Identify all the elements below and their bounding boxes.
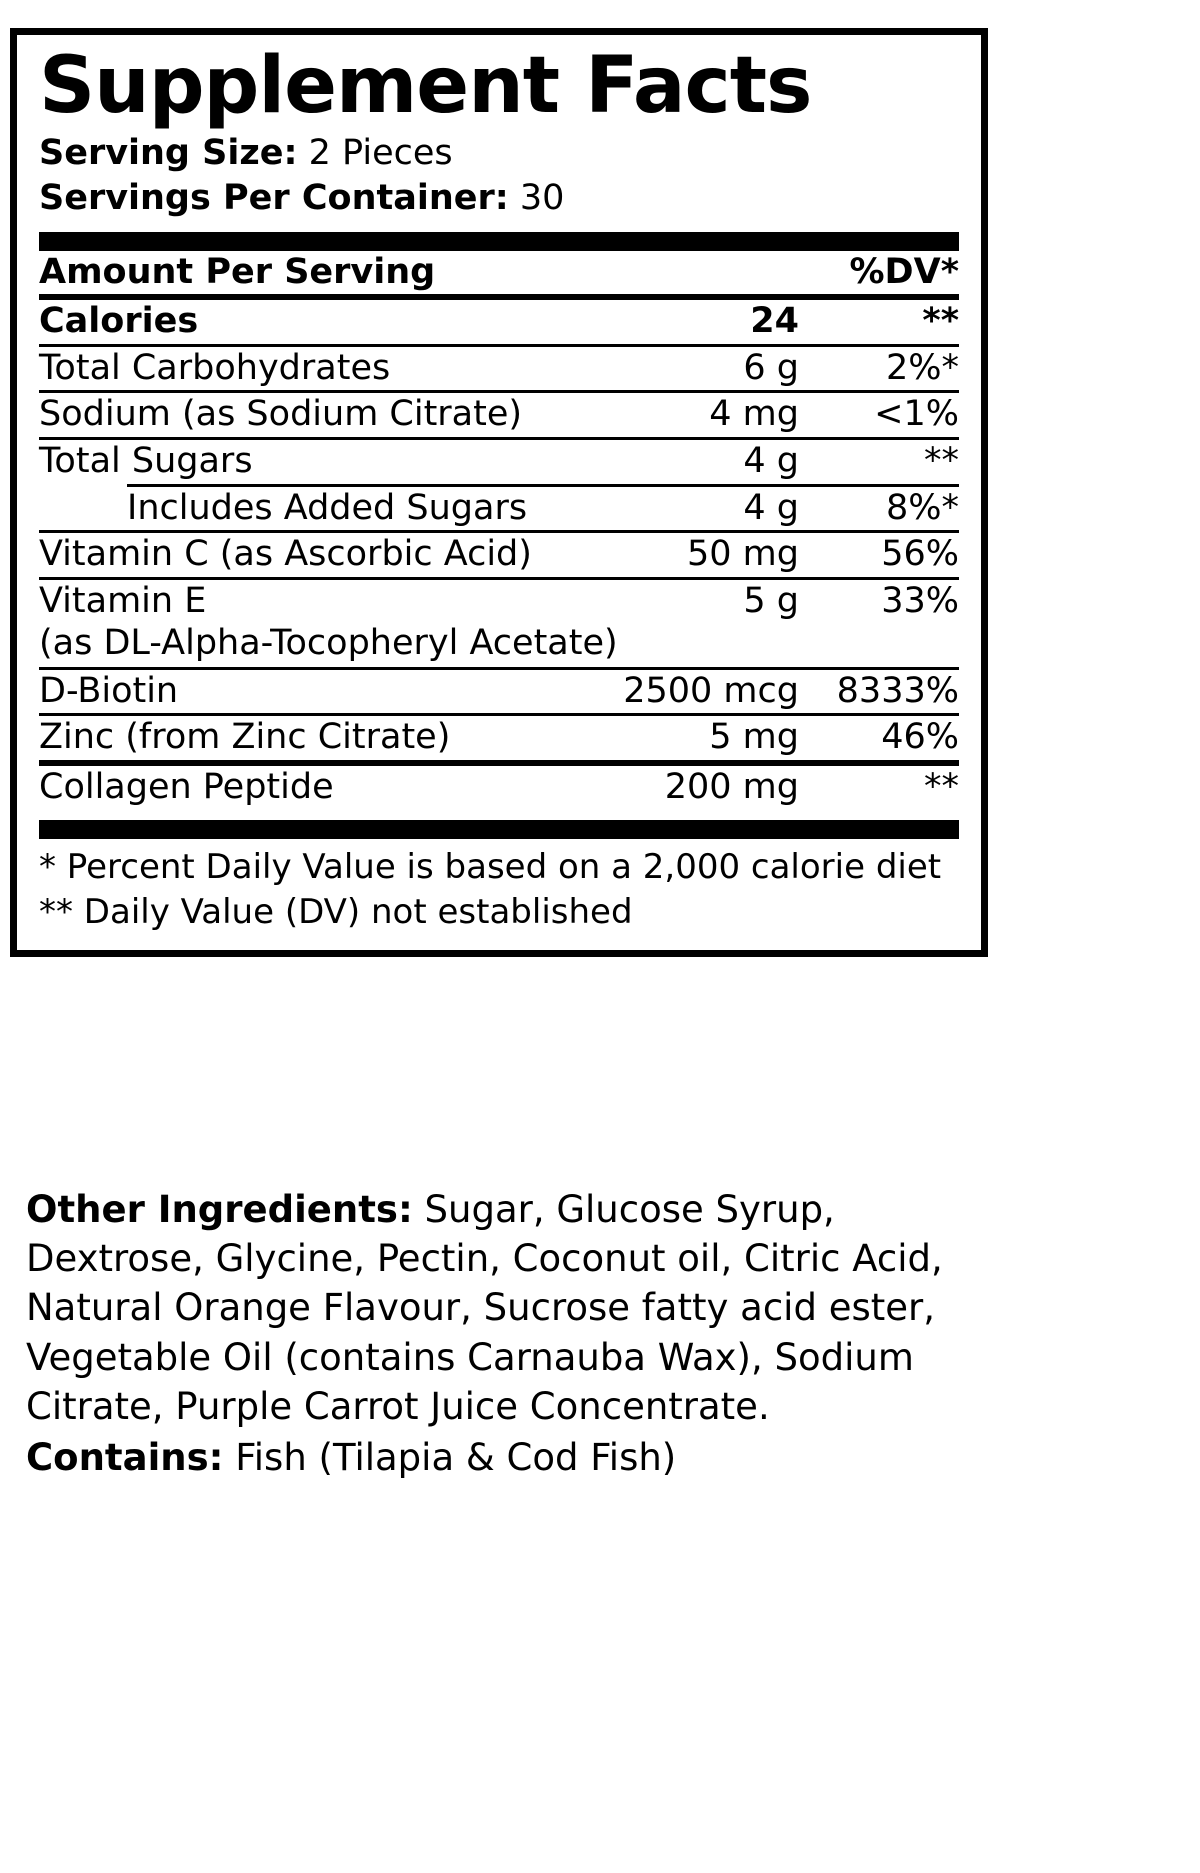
other-ingredients-section [26, 1185, 976, 1482]
row-amount: 2500 mcg [623, 670, 799, 711]
contains-block [26, 1433, 976, 1482]
table-row [39, 393, 959, 437]
row-amount: 4 g [743, 487, 799, 528]
table-row [39, 300, 959, 344]
carbs-row-table [39, 347, 959, 391]
row-amount: 4 mg [709, 394, 799, 435]
row-dv: 56% [881, 534, 959, 575]
row-amount: 6 g [743, 347, 799, 388]
total-sugars-row-table [39, 440, 959, 484]
servings-per-container-value: 30 [519, 178, 565, 219]
other-ingredients-text: Sugar, Glucose Syrup, Dextrose, Glycine, Pectin, Coconut oil, Citric Acid, Natural Orange Flavour, Sucrose fatty acid ester, Vegetable Oil (contains Carnauba Wax), Sodium Citrate, Purple Carrot Juice Concentrate. [26, 1188, 943, 1428]
footnotes [39, 839, 959, 935]
table-row [39, 766, 959, 810]
sodium-row-table [39, 393, 959, 437]
row-amount: 24 [750, 301, 799, 342]
row-name: Total Sugars [39, 440, 253, 481]
row-amount: 200 mg [664, 767, 799, 808]
row-dv: ** [924, 767, 959, 808]
collagen-row-table [39, 766, 959, 810]
row-name: Vitamin C (as Ascorbic Acid) [39, 534, 532, 575]
added-sugars-row-table [39, 487, 959, 531]
servings-per-container-line [39, 176, 959, 222]
zinc-row-table [39, 716, 959, 760]
table-row [39, 716, 959, 760]
serving-size-value: 2 Pieces [308, 132, 453, 173]
row-dv: 33% [881, 580, 959, 621]
row-dv: 46% [881, 717, 959, 758]
other-ingredients-heading: Other Ingredients: [26, 1188, 413, 1231]
biotin-row-table [39, 670, 959, 714]
row-name: Sodium (as Sodium Citrate) [39, 394, 523, 435]
row-name: Calories [39, 301, 199, 342]
table-row [39, 533, 959, 577]
calories-row-table [39, 300, 959, 344]
row-name: Zinc (from Zinc Citrate) [39, 717, 451, 758]
row-dv: 2%* [885, 347, 959, 388]
table-row [39, 347, 959, 391]
row-amount: 50 mg [687, 534, 799, 575]
table-header-row [39, 251, 959, 295]
amount-per-serving-header: Amount Per Serving [39, 251, 436, 292]
contains-text: Fish (Tilapia & Cod Fish) [235, 1436, 677, 1480]
table-row [39, 440, 959, 484]
vitamin-c-row-table [39, 533, 959, 577]
row-amount: 5 mg [709, 717, 799, 758]
row-name: Vitamin E [39, 580, 207, 621]
row-amount: 4 g [743, 440, 799, 481]
row-name: Total Carbohydrates [39, 347, 391, 388]
table-row [39, 580, 959, 624]
row-name: D-Biotin [39, 670, 179, 711]
vitamin-e-row-table [39, 580, 959, 624]
row-name: Includes Added Sugars [127, 487, 528, 528]
footnote-daily-value-basis: * Percent Daily Value is based on a 2,000 calorie diet [39, 846, 942, 887]
supplement-facts-panel [10, 28, 988, 957]
row-dv: 8%* [885, 487, 959, 528]
table-row [39, 670, 959, 714]
serving-size-line [39, 131, 959, 177]
table-row [39, 487, 959, 531]
row-dv: ** [922, 301, 959, 342]
row-dv: ** [924, 440, 959, 481]
row-dv: 8333% [836, 670, 959, 711]
footnote-dv-not-established: ** Daily Value (DV) not established [39, 891, 633, 932]
divider-thick-bottom [39, 820, 959, 839]
other-ingredients-block [26, 1185, 976, 1431]
page-title: Supplement Facts [39, 41, 812, 131]
row-amount: 5 g [743, 580, 799, 621]
divider-thick-top [39, 232, 959, 251]
nutrition-table [39, 251, 959, 295]
vitamin-e-source-note: (as DL-Alpha-Tocopheryl Acetate) [39, 623, 618, 664]
row-dv: <1% [874, 394, 959, 435]
contains-heading: Contains: [26, 1436, 224, 1480]
dv-header: %DV* [849, 251, 959, 292]
row-name: Collagen Peptide [39, 767, 334, 808]
serving-size-label: Serving Size: [39, 132, 298, 173]
servings-per-container-label: Servings Per Container: [39, 178, 509, 219]
